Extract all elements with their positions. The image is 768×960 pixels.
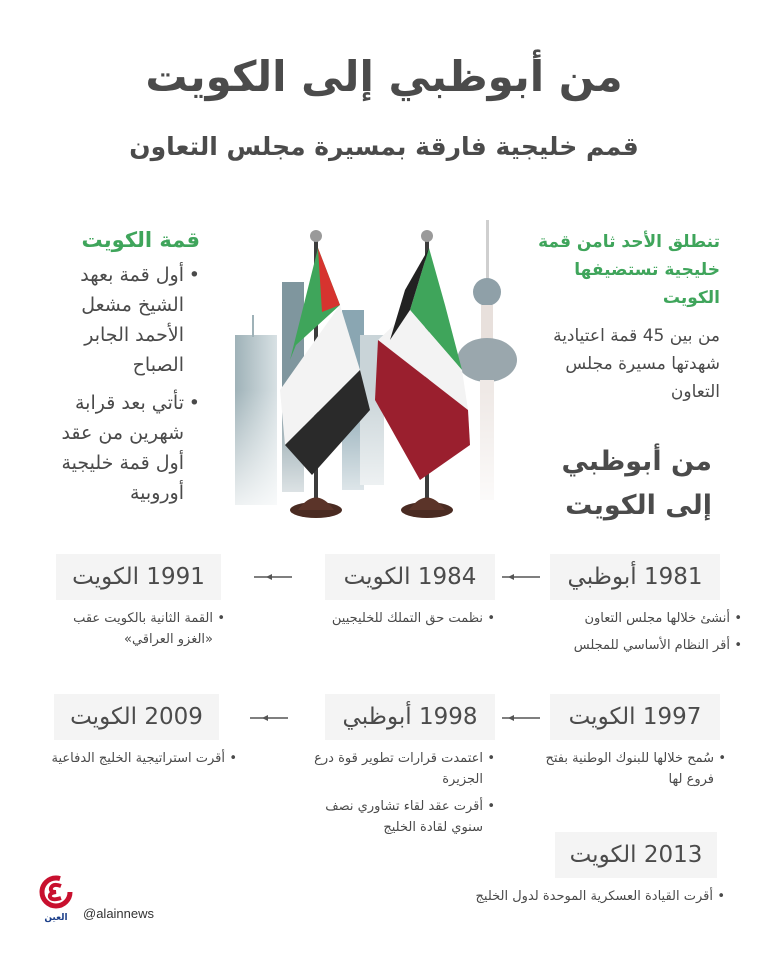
arrow-left-icon (500, 713, 542, 723)
page-subtitle: قمم خليجية فارقة بمسيرة مجلس التعاون (129, 132, 639, 161)
timeline-card-1991 (56, 554, 221, 656)
kuwait-summit-point: • أول قمة بعهد الشيخ مشعل الأحمد الجابر الصباح (40, 260, 200, 380)
timeline-year-city: 1984 الكويت (325, 554, 495, 600)
timeline-card-2013 (475, 832, 717, 913)
timeline-year-city: 1991 الكويت (56, 554, 221, 600)
timeline-point: • أنشئ خلالها مجلس التعاون (550, 608, 742, 629)
timeline-year-city: 2013 الكويت (555, 832, 717, 878)
footer (35, 875, 154, 923)
timeline-point: • اعتمدت قرارات تطوير قوة درع الجزيرة (305, 748, 495, 790)
timeline-point: • أقرت استراتيجية الخليج الدفاعية (34, 748, 237, 769)
intro-highlight: تنطلق الأحد ثامن قمة خليجية تستضيفها الكويت (538, 232, 720, 308)
timeline-year-city: 2009 الكويت (54, 694, 219, 740)
arrow-left-icon (252, 572, 294, 582)
timeline-point: • أقر النظام الأساسي للمجلس (550, 635, 742, 656)
alain-logo-icon (35, 875, 77, 909)
timeline-year-city: 1997 الكويت (550, 694, 720, 740)
intro-detail: من بين 45 قمة اعتيادية شهدتها مسيرة مجلس التعاون (553, 326, 720, 402)
timeline-heading-line1: من أبوظبي (561, 446, 712, 477)
page-title: من أبوظبي إلى الكويت (145, 52, 623, 101)
timeline-card-1981 (550, 554, 730, 662)
timeline-card-1997 (545, 694, 720, 796)
kuwait-summit-title: قمة الكويت (81, 228, 200, 252)
timeline-year-city: 1981 أبوظبي (550, 554, 720, 600)
timeline-year-city: 1998 أبوظبي (325, 694, 495, 740)
arrow-left-icon (500, 572, 542, 582)
timeline-heading-line2: إلى الكويت (565, 490, 712, 521)
timeline-point: • أقرت القيادة العسكرية الموحدة لدول الخليج (435, 886, 725, 907)
intro-block (530, 228, 720, 406)
timeline-card-1984 (325, 554, 495, 635)
kuwait-summit-block (40, 228, 200, 516)
timeline-card-1998 (314, 694, 495, 844)
kuwait-summit-point: • تأتي بعد قرابة شهرين من عقد أول قمة خليجية أوروبية (40, 388, 200, 508)
timeline-card-2009 (51, 694, 225, 775)
flags-skyline-illustration (230, 210, 530, 530)
arrow-left-icon (248, 713, 290, 723)
alain-logo-text: العين (44, 913, 68, 923)
timeline-point: • القمة الثانية بالكويت عقب «الغزو العراقي» (35, 608, 225, 650)
timeline-point: • سُمح خلالها للبنوك الوطنية بفتح فروع لها (540, 748, 726, 790)
kuwait-summit-points (40, 260, 200, 508)
alain-logo (35, 875, 77, 923)
timeline-heading (540, 440, 712, 528)
social-handle[interactable]: @alainnews (83, 906, 155, 921)
timeline-point: • أقرت عقد لقاء تشاوري نصف سنوي لقادة الخليج (305, 796, 495, 838)
timeline-point: • نظمت حق التملك للخليجيين (325, 608, 495, 629)
flags-icon (230, 210, 530, 530)
